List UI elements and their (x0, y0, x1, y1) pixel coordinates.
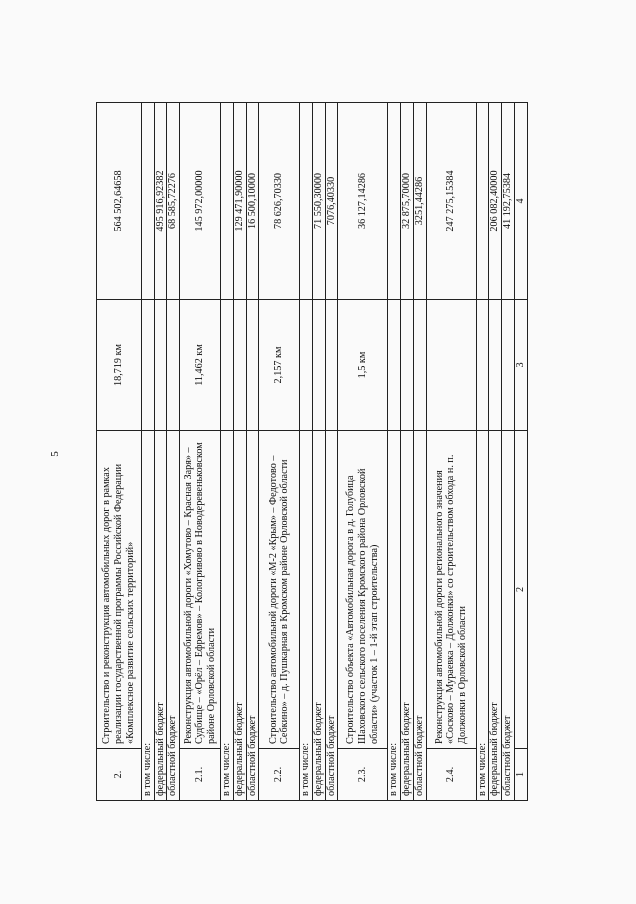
budget-subrow (413, 103, 426, 801)
object-name-cell: Строительство объекта «Автомобильная дорога в д. Голубица Шаховского сельского поселения Кромского района Орловской области» (участок 1 – 1-й этап строительства) (338, 431, 388, 749)
empty-cell (388, 300, 401, 431)
budget-label-cell: федеральный бюджет (401, 431, 414, 801)
amount-cell: 36 127,14286 (338, 103, 388, 300)
amount-cell: 71 550,30000 (313, 103, 326, 300)
budget-label-cell: федеральный бюджет (489, 431, 502, 801)
amount-cell (221, 103, 234, 300)
rotated-table-wrapper (96, 103, 540, 801)
budget-subrow (388, 103, 401, 801)
column-number-cell: 4 (514, 103, 527, 300)
object-row (180, 103, 221, 801)
amount-cell: 16 500,10000 (246, 103, 259, 300)
empty-cell (221, 300, 234, 431)
empty-cell (300, 300, 313, 431)
amount-cell: 68 585,72276 (167, 103, 180, 300)
amount-cell: 3251,44286 (413, 103, 426, 300)
length-cell: 18,719 км (97, 300, 142, 431)
budget-label-cell: областной бюджет (413, 431, 426, 801)
object-row (338, 103, 388, 801)
budget-label-cell: федеральный бюджет (313, 431, 326, 801)
budget-subrow (300, 103, 313, 801)
amount-cell (476, 103, 489, 300)
amount-cell: 7076,40330 (325, 103, 338, 300)
amount-cell: 247 275,15384 (426, 103, 476, 300)
row-number-cell: 2.2. (259, 749, 300, 801)
row-number-cell: 2.3. (338, 749, 388, 801)
empty-cell (476, 300, 489, 431)
length-cell: 1,5 км (338, 300, 388, 431)
amount-cell: 129 471,90000 (233, 103, 246, 300)
budget-subrow (401, 103, 414, 801)
amount-cell: 78 626,70330 (259, 103, 300, 300)
budget-label-cell: в том числе: (221, 431, 234, 801)
empty-cell (167, 300, 180, 431)
length-cell: 2,157 км (259, 300, 300, 431)
row-number-cell: 2. (97, 749, 142, 801)
empty-cell (246, 300, 259, 431)
empty-cell (154, 300, 167, 431)
budget-subrow (167, 103, 180, 801)
budget-label-cell: областной бюджет (167, 431, 180, 801)
object-row (97, 103, 142, 801)
object-name-cell: Реконструкция автомобильной дороги регионального значения «Сосково – Мураевка – Должонки» со строительством обхода н. п. Должонки в Орловской области (426, 431, 476, 749)
amount-cell (142, 103, 155, 300)
object-name-cell: Строительство и реконструкция автомобильных дорог в рамках реализации государственной программы Российской Федерации «Комплексное развитие сельских территорий» (97, 431, 142, 749)
budget-subrow (476, 103, 489, 801)
budget-subrow (246, 103, 259, 801)
empty-cell (413, 300, 426, 431)
budget-label-cell: в том числе: (142, 431, 155, 801)
amount-cell: 564 502,64658 (97, 103, 142, 300)
table-body (97, 103, 528, 801)
length-cell: 11,462 км (180, 300, 221, 431)
budget-table (96, 102, 528, 801)
column-number-row (514, 103, 527, 801)
budget-subrow (142, 103, 155, 801)
empty-cell (142, 300, 155, 431)
amount-cell: 206 082,40000 (489, 103, 502, 300)
budget-subrow (502, 103, 515, 801)
amount-cell: 32 875,70000 (401, 103, 414, 300)
column-number-cell: 3 (514, 300, 527, 431)
length-cell (426, 300, 476, 431)
budget-label-cell: в том числе: (300, 431, 313, 801)
object-row (426, 103, 476, 801)
budget-subrow (313, 103, 326, 801)
column-number-cell: 2 (514, 431, 527, 749)
empty-cell (401, 300, 414, 431)
budget-label-cell: областной бюджет (325, 431, 338, 801)
budget-label-cell: федеральный бюджет (233, 431, 246, 801)
page-number: 5 (48, 451, 61, 457)
budget-subrow (221, 103, 234, 801)
empty-cell (502, 300, 515, 431)
amount-cell (388, 103, 401, 300)
amount-cell: 41 192,75384 (502, 103, 515, 300)
budget-subrow (489, 103, 502, 801)
amount-cell (300, 103, 313, 300)
budget-subrow (154, 103, 167, 801)
budget-label-cell: областной бюджет (246, 431, 259, 801)
row-number-cell: 2.1. (180, 749, 221, 801)
empty-cell (489, 300, 502, 431)
amount-cell: 495 916,92382 (154, 103, 167, 300)
amount-cell: 145 972,00000 (180, 103, 221, 300)
budget-label-cell: федеральный бюджет (154, 431, 167, 801)
column-number-cell: 1 (514, 749, 527, 801)
object-name-cell: Строительство автомобильной дороги «М-2 «Крым» – Федотово – Себкино» – д. Пушкарная в Кромском районе Орловской области (259, 431, 300, 749)
budget-subrow (325, 103, 338, 801)
empty-cell (233, 300, 246, 431)
budget-label-cell: в том числе: (388, 431, 401, 801)
budget-label-cell: в том числе: (476, 431, 489, 801)
object-name-cell: Реконструкция автомобильной дороги «Хомутово – Красная Заря» – Судбище – «Орёл – Ефремов» – Кологривово в Новодеревеньковском районе Орловской области (180, 431, 221, 749)
empty-cell (325, 300, 338, 431)
budget-subrow (233, 103, 246, 801)
empty-cell (313, 300, 326, 431)
row-number-cell: 2.4. (426, 749, 476, 801)
budget-label-cell: областной бюджет (502, 431, 515, 801)
object-row (259, 103, 300, 801)
